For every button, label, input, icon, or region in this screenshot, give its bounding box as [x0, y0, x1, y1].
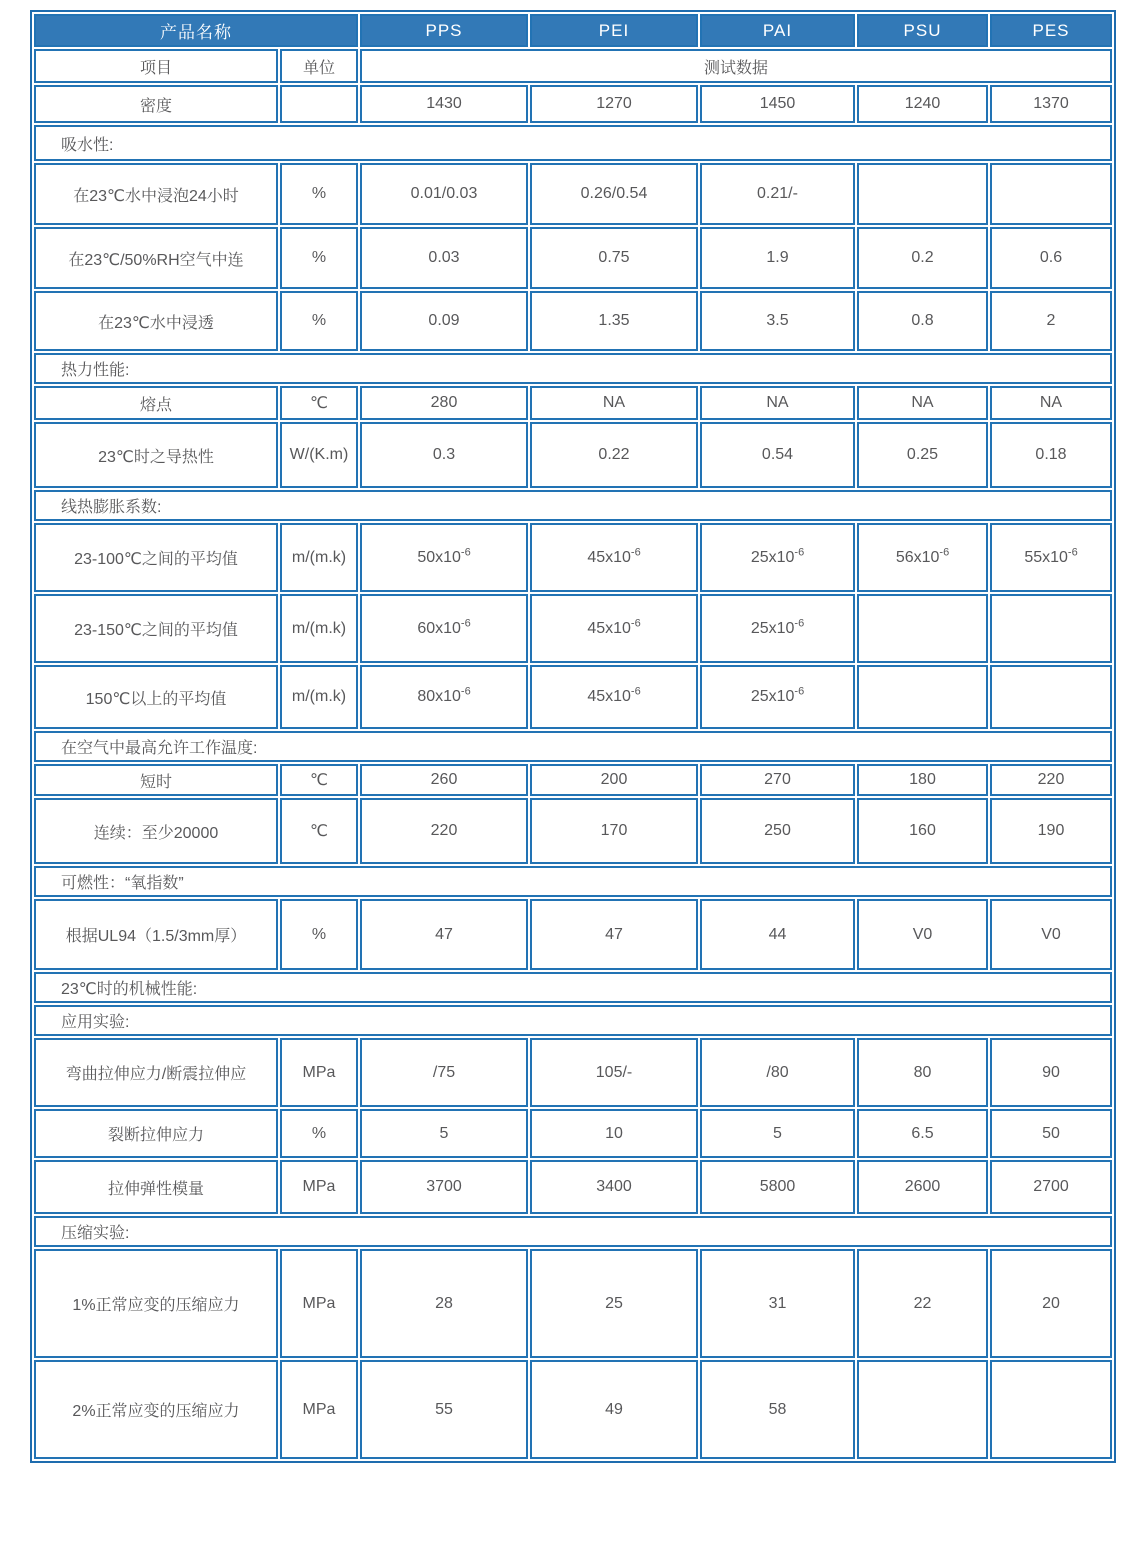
value-cell: 49	[530, 1360, 698, 1459]
row-unit: %	[280, 291, 358, 351]
value-cell: 1450	[700, 85, 855, 123]
section-header: 应用实验:	[34, 1005, 1112, 1036]
row-unit: m/(m.k)	[280, 523, 358, 592]
data-row	[34, 422, 1112, 488]
value-cell: 5800	[700, 1160, 855, 1214]
value-cell: $25x10^{-6}$	[700, 523, 855, 592]
value-cell: 220	[990, 764, 1112, 796]
value-cell: 55	[360, 1360, 528, 1459]
value-cell: 10	[530, 1109, 698, 1158]
row-label: 2%正常应变的压缩应力	[34, 1360, 278, 1459]
value-cell: 3700	[360, 1160, 528, 1214]
value-cell: NA	[530, 386, 698, 420]
row-unit: MPa	[280, 1360, 358, 1459]
row-label: 23-150℃之间的平均值	[34, 594, 278, 663]
value-cell: 0.09	[360, 291, 528, 351]
value-cell: 1370	[990, 85, 1112, 123]
value-cell: 31	[700, 1249, 855, 1358]
value-cell: $45x10^{-6}$	[530, 594, 698, 663]
value-cell	[857, 1360, 988, 1459]
row-label: 裂断拉伸应力	[34, 1109, 278, 1158]
row-unit: MPa	[280, 1038, 358, 1107]
value-cell: NA	[700, 386, 855, 420]
data-row	[34, 764, 1112, 796]
properties-table	[30, 10, 1116, 1463]
section-row	[34, 1216, 1112, 1247]
value-cell: 2	[990, 291, 1112, 351]
value-cell: 28	[360, 1249, 528, 1358]
row-unit: m/(m.k)	[280, 594, 358, 663]
row-label: 短时	[34, 764, 278, 796]
row-label: 弯曲拉伸应力/断震拉伸应	[34, 1038, 278, 1107]
section-row	[34, 353, 1112, 384]
row-label: 密度	[34, 85, 278, 123]
data-row	[34, 163, 1112, 225]
value-cell: V0	[990, 899, 1112, 970]
row-label: 根据UL94（1.5/3mm厚）	[34, 899, 278, 970]
product-header-row	[34, 14, 1112, 47]
data-row	[34, 85, 1112, 123]
section-header: 吸水性:	[34, 125, 1112, 161]
value-cell: 47	[360, 899, 528, 970]
data-row	[34, 798, 1112, 864]
product-name-header: 产品名称	[34, 14, 358, 47]
value-cell: 270	[700, 764, 855, 796]
row-label: 连续：至少20000	[34, 798, 278, 864]
section-row	[34, 972, 1112, 1003]
value-cell: 2600	[857, 1160, 988, 1214]
value-cell: 1430	[360, 85, 528, 123]
product-column-header-psu: PSU	[857, 14, 988, 47]
row-label: 23-100℃之间的平均值	[34, 523, 278, 592]
value-cell: 44	[700, 899, 855, 970]
data-row	[34, 665, 1112, 729]
section-row	[34, 1005, 1112, 1036]
value-cell: 47	[530, 899, 698, 970]
data-row	[34, 594, 1112, 663]
row-unit: MPa	[280, 1160, 358, 1214]
data-row	[34, 1360, 1112, 1459]
value-cell: 90	[990, 1038, 1112, 1107]
row-unit: %	[280, 1109, 358, 1158]
row-unit: %	[280, 227, 358, 289]
value-cell: 0.54	[700, 422, 855, 488]
value-cell: $60x10^{-6}$	[360, 594, 528, 663]
value-cell: $50x10^{-6}$	[360, 523, 528, 592]
section-row	[34, 866, 1112, 897]
value-cell: 0.8	[857, 291, 988, 351]
value-cell: 1.9	[700, 227, 855, 289]
value-cell: 3.5	[700, 291, 855, 351]
section-row	[34, 125, 1112, 161]
value-cell: 280	[360, 386, 528, 420]
row-unit: ℃	[280, 798, 358, 864]
row-unit	[280, 85, 358, 123]
value-cell: 0.6	[990, 227, 1112, 289]
row-unit: ℃	[280, 764, 358, 796]
section-header: 热力性能:	[34, 353, 1112, 384]
section-header: 23℃时的机械性能:	[34, 972, 1112, 1003]
value-cell: NA	[990, 386, 1112, 420]
section-header: 压缩实验:	[34, 1216, 1112, 1247]
value-cell: 200	[530, 764, 698, 796]
value-cell: 2700	[990, 1160, 1112, 1214]
value-cell: 1.35	[530, 291, 698, 351]
data-row	[34, 899, 1112, 970]
row-unit: %	[280, 899, 358, 970]
value-cell: 190	[990, 798, 1112, 864]
value-cell: $45x10^{-6}$	[530, 523, 698, 592]
data-row	[34, 227, 1112, 289]
value-cell: 0.26/0.54	[530, 163, 698, 225]
value-cell: NA	[857, 386, 988, 420]
item-label-cell: 项目	[34, 49, 278, 83]
row-label: 23℃时之导热性	[34, 422, 278, 488]
value-cell: 1270	[530, 85, 698, 123]
value-cell: 20	[990, 1249, 1112, 1358]
data-row	[34, 291, 1112, 351]
value-cell: 5	[700, 1109, 855, 1158]
value-cell: 260	[360, 764, 528, 796]
row-unit: %	[280, 163, 358, 225]
section-header: 在空气中最高允许工作温度:	[34, 731, 1112, 762]
value-cell: $25x10^{-6}$	[700, 594, 855, 663]
table-body	[34, 85, 1112, 1459]
value-cell: 180	[857, 764, 988, 796]
value-cell	[990, 594, 1112, 663]
value-cell: 22	[857, 1249, 988, 1358]
row-label: 在23℃水中浸透	[34, 291, 278, 351]
value-cell: 5	[360, 1109, 528, 1158]
value-cell: V0	[857, 899, 988, 970]
value-cell: 0.22	[530, 422, 698, 488]
value-cell: 0.25	[857, 422, 988, 488]
section-row	[34, 731, 1112, 762]
data-row	[34, 1109, 1112, 1158]
value-cell	[857, 163, 988, 225]
row-unit: MPa	[280, 1249, 358, 1358]
row-label: 熔点	[34, 386, 278, 420]
value-cell: 160	[857, 798, 988, 864]
value-cell: 80	[857, 1038, 988, 1107]
value-cell: 50	[990, 1109, 1112, 1158]
data-row	[34, 1160, 1112, 1214]
section-header: 线热膨胀系数:	[34, 490, 1112, 521]
product-column-header-pei: PEI	[530, 14, 698, 47]
value-cell: 0.2	[857, 227, 988, 289]
value-cell: 170	[530, 798, 698, 864]
value-cell: $25x10^{-6}$	[700, 665, 855, 729]
product-column-header-pes: PES	[990, 14, 1112, 47]
value-cell: 58	[700, 1360, 855, 1459]
subheader-row	[34, 49, 1112, 83]
value-cell	[990, 665, 1112, 729]
value-cell: 25	[530, 1249, 698, 1358]
value-cell: $56x10^{-6}$	[857, 523, 988, 592]
test-data-label-cell: 测试数据	[360, 49, 1112, 83]
row-label: 拉伸弹性模量	[34, 1160, 278, 1214]
value-cell	[990, 1360, 1112, 1459]
value-cell	[857, 665, 988, 729]
value-cell: $45x10^{-6}$	[530, 665, 698, 729]
product-column-header-pai: PAI	[700, 14, 855, 47]
value-cell: /80	[700, 1038, 855, 1107]
row-unit: ℃	[280, 386, 358, 420]
value-cell	[990, 163, 1112, 225]
value-cell: 1240	[857, 85, 988, 123]
value-cell: 3400	[530, 1160, 698, 1214]
row-label: 150℃以上的平均值	[34, 665, 278, 729]
row-unit: m/(m.k)	[280, 665, 358, 729]
product-column-header-pps: PPS	[360, 14, 528, 47]
value-cell: 0.21/-	[700, 163, 855, 225]
section-header: 可燃性：“氧指数”	[34, 866, 1112, 897]
row-label: 在23℃/50%RH空气中连	[34, 227, 278, 289]
row-label: 在23℃水中浸泡24小时	[34, 163, 278, 225]
value-cell: 0.75	[530, 227, 698, 289]
data-row	[34, 386, 1112, 420]
row-unit: W/(K.m)	[280, 422, 358, 488]
unit-label-cell: 单位	[280, 49, 358, 83]
value-cell: $80x10^{-6}$	[360, 665, 528, 729]
value-cell: 0.3	[360, 422, 528, 488]
value-cell: 220	[360, 798, 528, 864]
value-cell: 0.03	[360, 227, 528, 289]
value-cell: $55x10^{-6}$	[990, 523, 1112, 592]
value-cell	[857, 594, 988, 663]
value-cell: 6.5	[857, 1109, 988, 1158]
data-row	[34, 523, 1112, 592]
data-row	[34, 1249, 1112, 1358]
data-row	[34, 1038, 1112, 1107]
value-cell: 250	[700, 798, 855, 864]
value-cell: 0.18	[990, 422, 1112, 488]
value-cell: /75	[360, 1038, 528, 1107]
value-cell: 105/-	[530, 1038, 698, 1107]
section-row	[34, 490, 1112, 521]
value-cell: 0.01/0.03	[360, 163, 528, 225]
row-label: 1%正常应变的压缩应力	[34, 1249, 278, 1358]
